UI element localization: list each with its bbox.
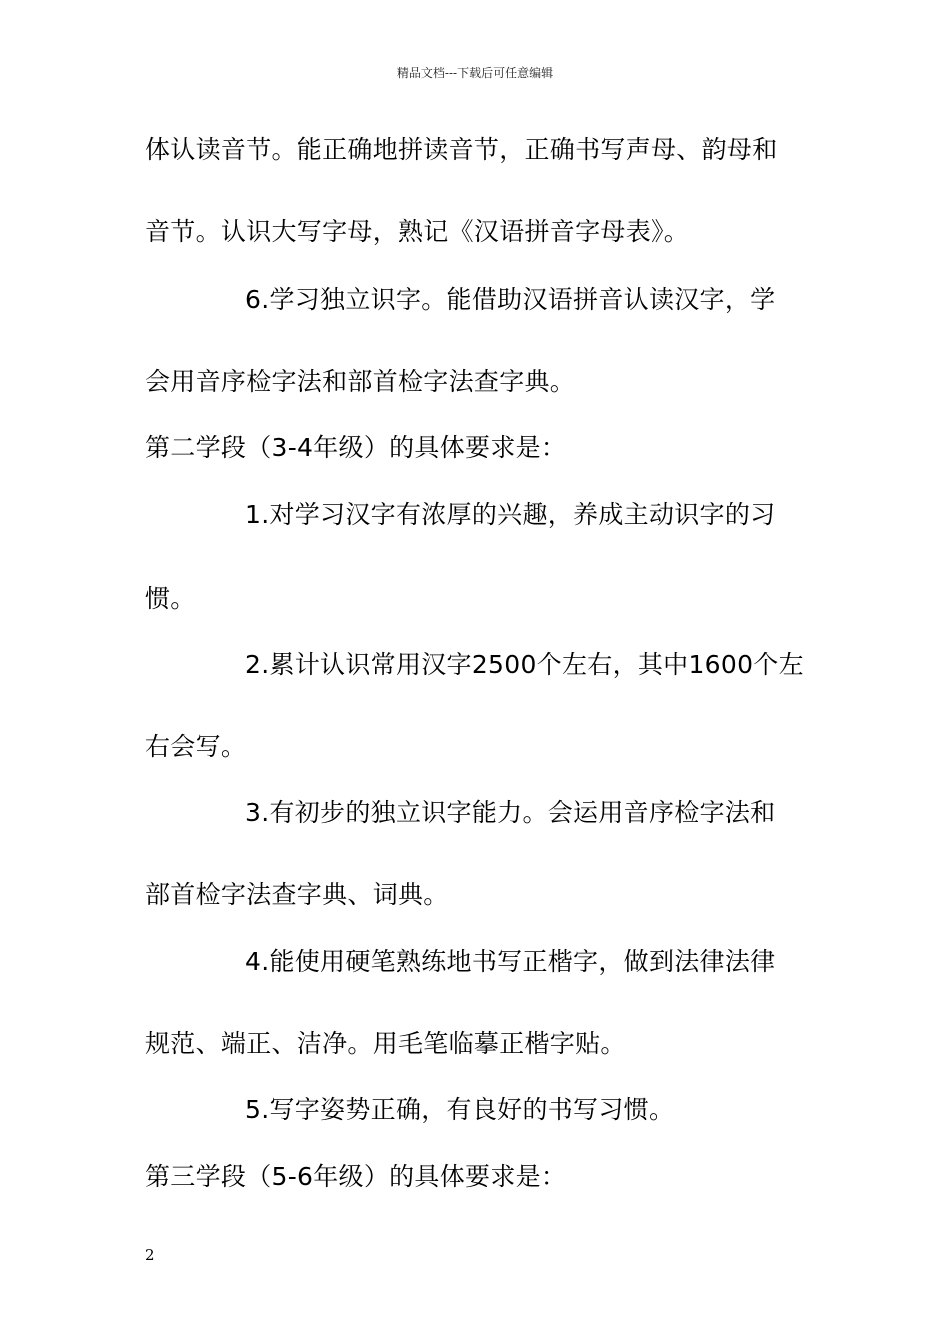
body-text-line: 音节。认识大写字母，熟记《汉语拼音字母表》。 [145,217,690,246]
body-text-line: 惯。 [145,584,196,613]
body-text-line: 4.能使用硬笔熟练地书写正楷字，做到法律法律 [245,947,776,976]
body-text-line: 会用音序检字法和部首检字法查字典。 [145,367,576,396]
page-number: 2 [145,1246,155,1264]
body-text-line: 体认读音节。能正确地拼读音节，正确书写声母、韵母和 [145,135,778,164]
body-text-line: 右会写。 [145,732,247,761]
body-text-line: 5.写字姿势正确，有良好的书写习惯。 [245,1095,675,1124]
body-text-line: 2.累计认识常用汉字2500个左右，其中1600个左 [245,650,804,679]
body-text-line: 1.对学习汉字有浓厚的兴趣，养成主动识字的习 [245,500,776,529]
body-text-line: 3.有初步的独立识字能力。会运用音序检字法和 [245,798,776,827]
body-text-line: 6.学习独立识字。能借助汉语拼音认读汉字，学 [245,285,776,314]
section-heading: 第三学段（5-6年级）的具体要求是： [145,1162,567,1191]
section-heading: 第二学段（3-4年级）的具体要求是： [145,433,567,462]
body-text-line: 部首检字法查字典、词典。 [145,880,449,909]
body-text-line: 规范、端正、洁净。用毛笔临摹正楷字贴。 [145,1029,626,1058]
page-header: 精品文档---下载后可任意编辑 [396,66,554,80]
